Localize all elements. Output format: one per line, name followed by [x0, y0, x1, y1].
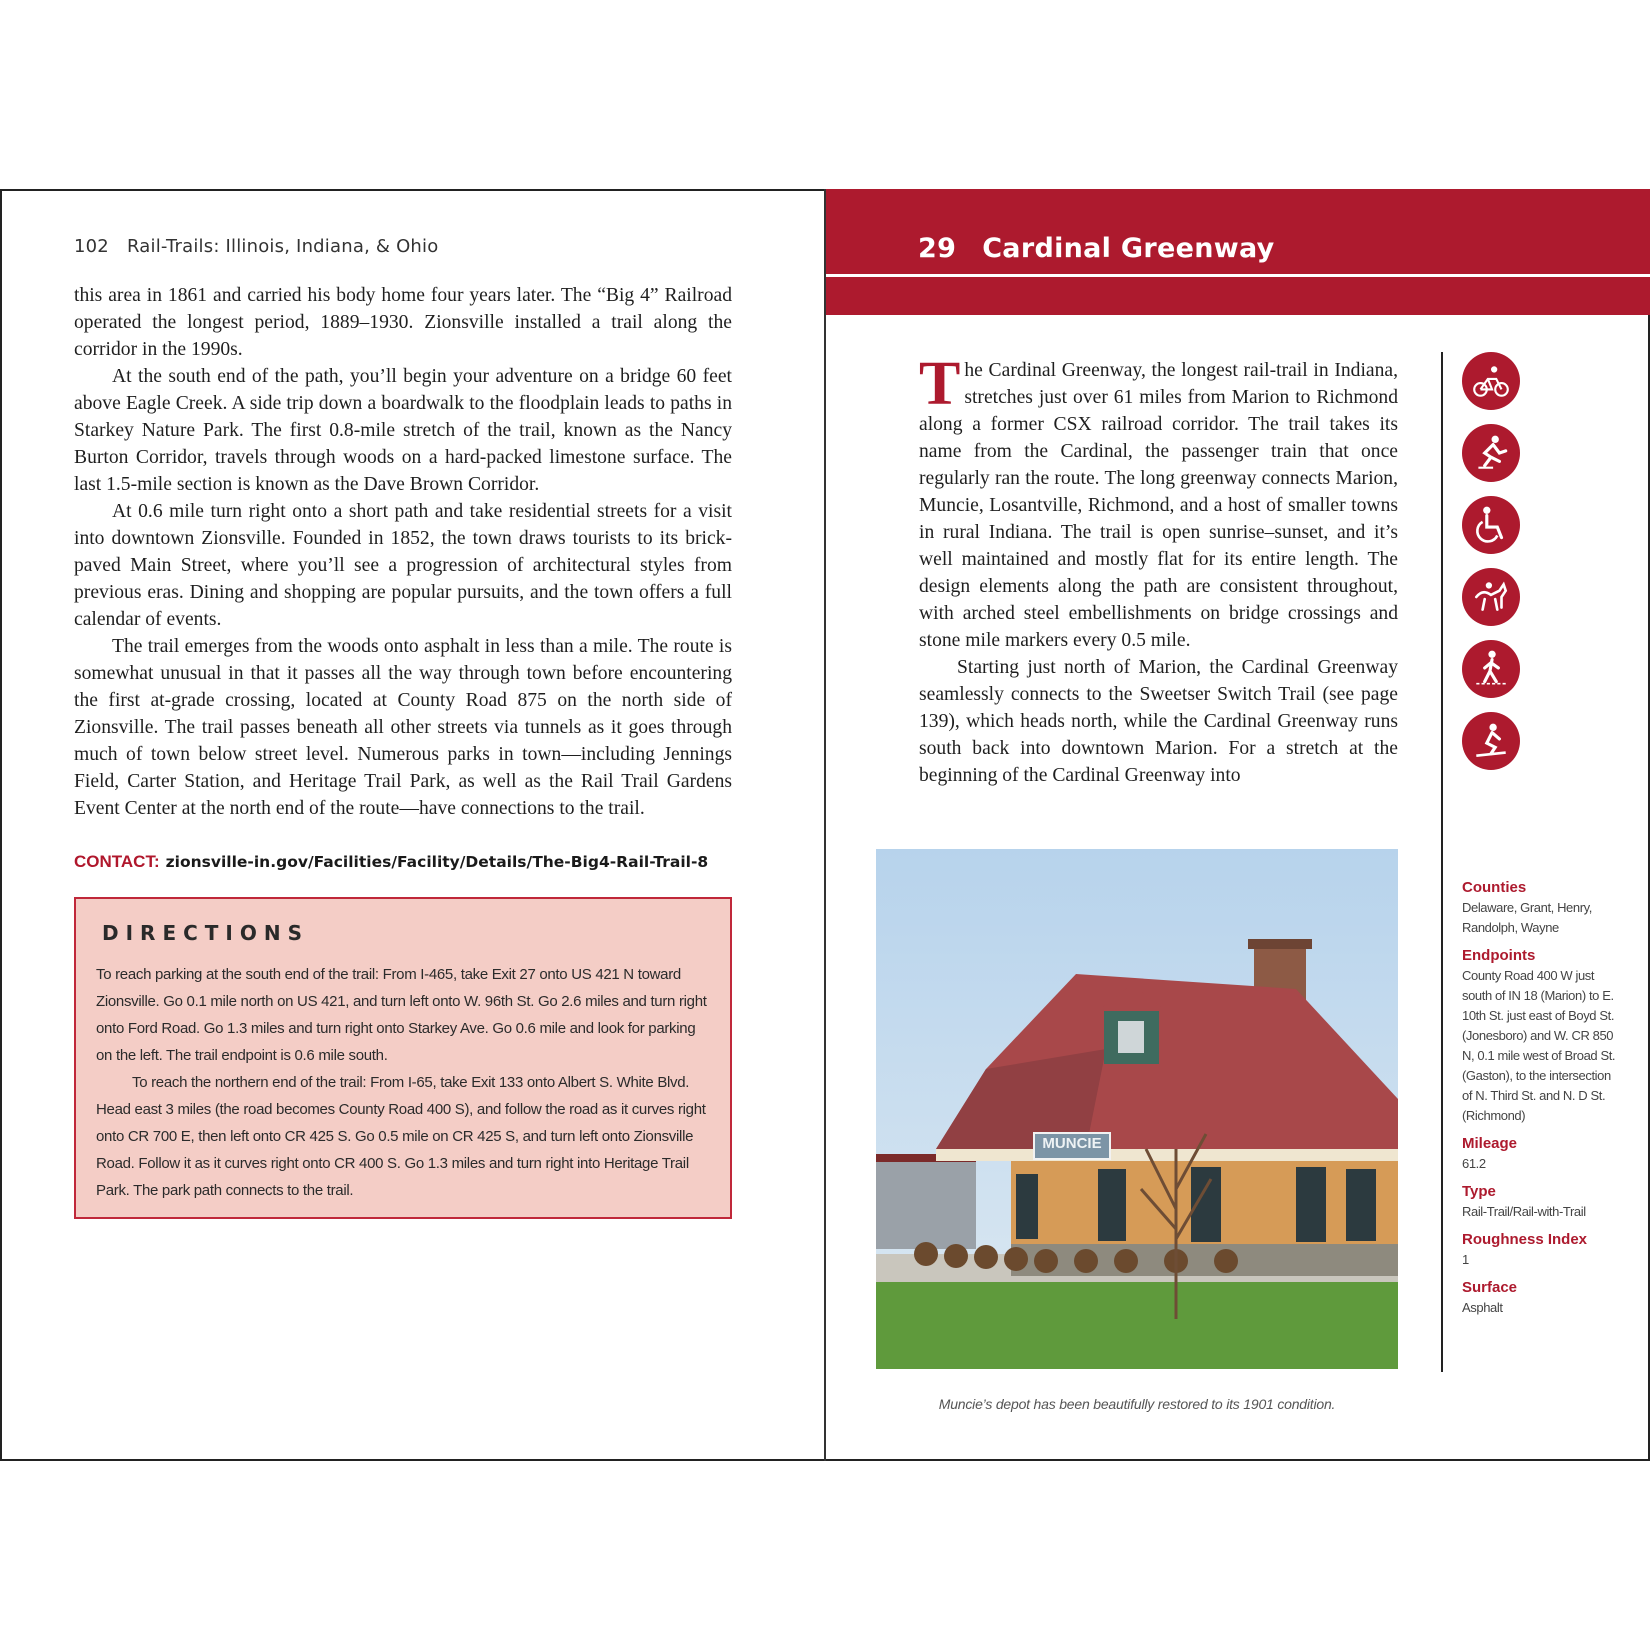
- bicycle-icon: [1462, 352, 1520, 410]
- cross-country-skiing-icon: [1462, 712, 1520, 770]
- running-head: [74, 236, 438, 257]
- walking-icon: [1462, 640, 1520, 698]
- directions-paragraph: To reach the northern end of the trail: From I-65, take Exit 133 onto Albert S. White Blvd. Head east 3 miles (the road becomes County Road 400 S), and follow the road as it curves right onto CR 700 E, then left onto CR 425 S. Go 0.5 mile on CR 425 S, and turn left onto Zionsville Road. Follow it as it curves right onto CR 400 S. Go 1.3 miles and turn right into Heritage Trail Park. The park path connects to the trail.: [96, 1074, 706, 1199]
- paragraph: [919, 350, 1398, 654]
- book-title: Rail-Trails: Illinois, Indiana, & Ohio: [126, 236, 439, 257]
- page-number: 102: [74, 236, 109, 257]
- right-body-text: [919, 350, 1398, 789]
- fact-value: 61.2: [1462, 1156, 1486, 1171]
- fact-label: Surface: [1462, 1279, 1518, 1296]
- depot-illustration: [876, 849, 1398, 1369]
- left-body-text: [74, 282, 732, 822]
- drop-cap: T: [919, 350, 961, 418]
- photo-caption: Muncie’s depot has been beautifully restored to its 1901 condition.: [938, 1396, 1336, 1412]
- trail-facts: [1462, 878, 1622, 1326]
- horseback-icon: [1462, 568, 1520, 626]
- fact-value: 1: [1462, 1252, 1469, 1267]
- inline-skating-icon: [1462, 424, 1520, 482]
- fact-counties: [1462, 878, 1622, 938]
- activity-icons: [1462, 352, 1522, 784]
- page-gutter: [824, 189, 826, 1461]
- contact-url[interactable]: zionsville-in.gov/Facilities/Facility/Details/The-Big4-Rail-Trail-8: [165, 853, 709, 871]
- paragraph: At 0.6 mile turn right onto a short path and take residential streets for a visit into downtown Zionsville. Founded in 1852, the town draws tourists to its brick-paved Main Street, where you’ll see a progression of architectural styles from previous eras. Dining and shopping are popular pursuits, and the town offers a full calendar of events.: [74, 501, 732, 630]
- fact-label: Mileage: [1462, 1135, 1518, 1152]
- depot-sign: MUNCIE: [1042, 1135, 1102, 1152]
- fact-value: Delaware, Grant, Henry, Randolph, Wayne: [1462, 900, 1592, 935]
- fact-surface: [1462, 1278, 1622, 1318]
- paragraph: At the south end of the path, you’ll begin your adventure on a bridge 60 feet above Eagle Creek. A side trip down a boardwalk to the floodplain leads to paths in Starkey Nature Park. The first 0.8-mile stretch of the trail, known as the Nancy Burton Corridor, travels through woods on a hard-packed limestone surface. The last 1.5-mile section is known as the Dave Brown Corridor.: [74, 366, 732, 495]
- directions-heading: DIRECTIONS: [102, 921, 310, 945]
- chapter-name: Cardinal Greenway: [982, 233, 1275, 264]
- fact-label: Endpoints: [1462, 947, 1536, 964]
- paragraph: this area in 1861 and carried his body home four years later. The “Big 4” Railroad operated the longest period, 1889–1930. Zionsville installed a trail along the corridor in the 1990s.: [74, 285, 732, 360]
- wheelchair-icon: [1462, 496, 1520, 554]
- contact-label: CONTACT:: [74, 852, 160, 871]
- chapter-number: 29: [918, 233, 957, 264]
- depot-photo: [876, 849, 1398, 1369]
- directions-paragraph: To reach parking at the south end of the trail: From I-465, take Exit 27 onto US 421 N toward Zionsville. Go 0.1 mile north on US 421, and turn left onto W. 96th St. Go 2.6 miles and turn right onto Ford Road. Go 1.3 miles and turn right onto Starkey Ave. Go 0.6 mile and look for parking on the left. The trail endpoint is 0.6 mile south.: [96, 966, 707, 1064]
- chapter-title: [918, 233, 1275, 264]
- paragraph: The trail emerges from the woods onto asphalt in less than a mile. The route is somewhat unusual in that it passes all the way through town before encountering the first at-grade crossing, located at County Road 875 on the north side of Zionsville. The trail passes beneath all other streets via tunnels as it goes through much of town below street level. Numerous parks in town—including Jennings Field, Carter Station, and Heritage Trail Park, as well as the Rail Trail Gardens Event Center at the north end of the route—have connections to the trail.: [74, 636, 732, 819]
- fact-endpoints: [1462, 946, 1622, 1126]
- fact-type: [1462, 1182, 1622, 1222]
- directions-box: [74, 897, 732, 1219]
- fact-label: Counties: [1462, 879, 1527, 896]
- paragraph-text: he Cardinal Greenway, the longest rail-trail in Indiana, stretches just over 61 miles from Marion to Richmond along a former CSX railroad corridor. The trail takes its name from the Cardinal, the passenger train that once regularly ran the route. The long greenway connects Marion, Muncie, Losantville, Richmond, and a host of smaller towns in rural Indiana. The trail is open sunrise–sunset, and it’s well maintained and mostly flat for its entire length. The design elements along the path are consistent throughout, with arched steel embellishments on bridge crossings and stone mile markers every 0.5 mile.: [919, 360, 1398, 651]
- fact-label: Type: [1462, 1183, 1496, 1200]
- fact-roughness: [1462, 1230, 1622, 1270]
- banner-rule: [826, 274, 1650, 277]
- fact-value: County Road 400 W just south of IN 18 (Marion) to E. 10th St. just east of Boyd St. (Jonesboro) and W. CR 850 N, 0.1 mile west of Broad St. (Gaston), to the intersection of N. Third St. and N. D St. (Richmond): [1462, 968, 1616, 1123]
- contact-line: [74, 852, 708, 872]
- paragraph: Starting just north of Marion, the Cardinal Greenway seamlessly connects to the Sweetser Switch Trail (see page 139), which heads north, while the Cardinal Greenway runs south back into downtown Marion. For a stretch at the beginning of the Cardinal Greenway into: [919, 657, 1398, 786]
- chapter-banner: [826, 189, 1650, 315]
- fact-label: Roughness Index: [1462, 1231, 1588, 1248]
- sidebar-rule: [1441, 352, 1443, 1372]
- fact-value: Rail-Trail/Rail-with-Trail: [1462, 1204, 1586, 1219]
- fact-value: Asphalt: [1462, 1300, 1503, 1315]
- fact-mileage: [1462, 1134, 1622, 1174]
